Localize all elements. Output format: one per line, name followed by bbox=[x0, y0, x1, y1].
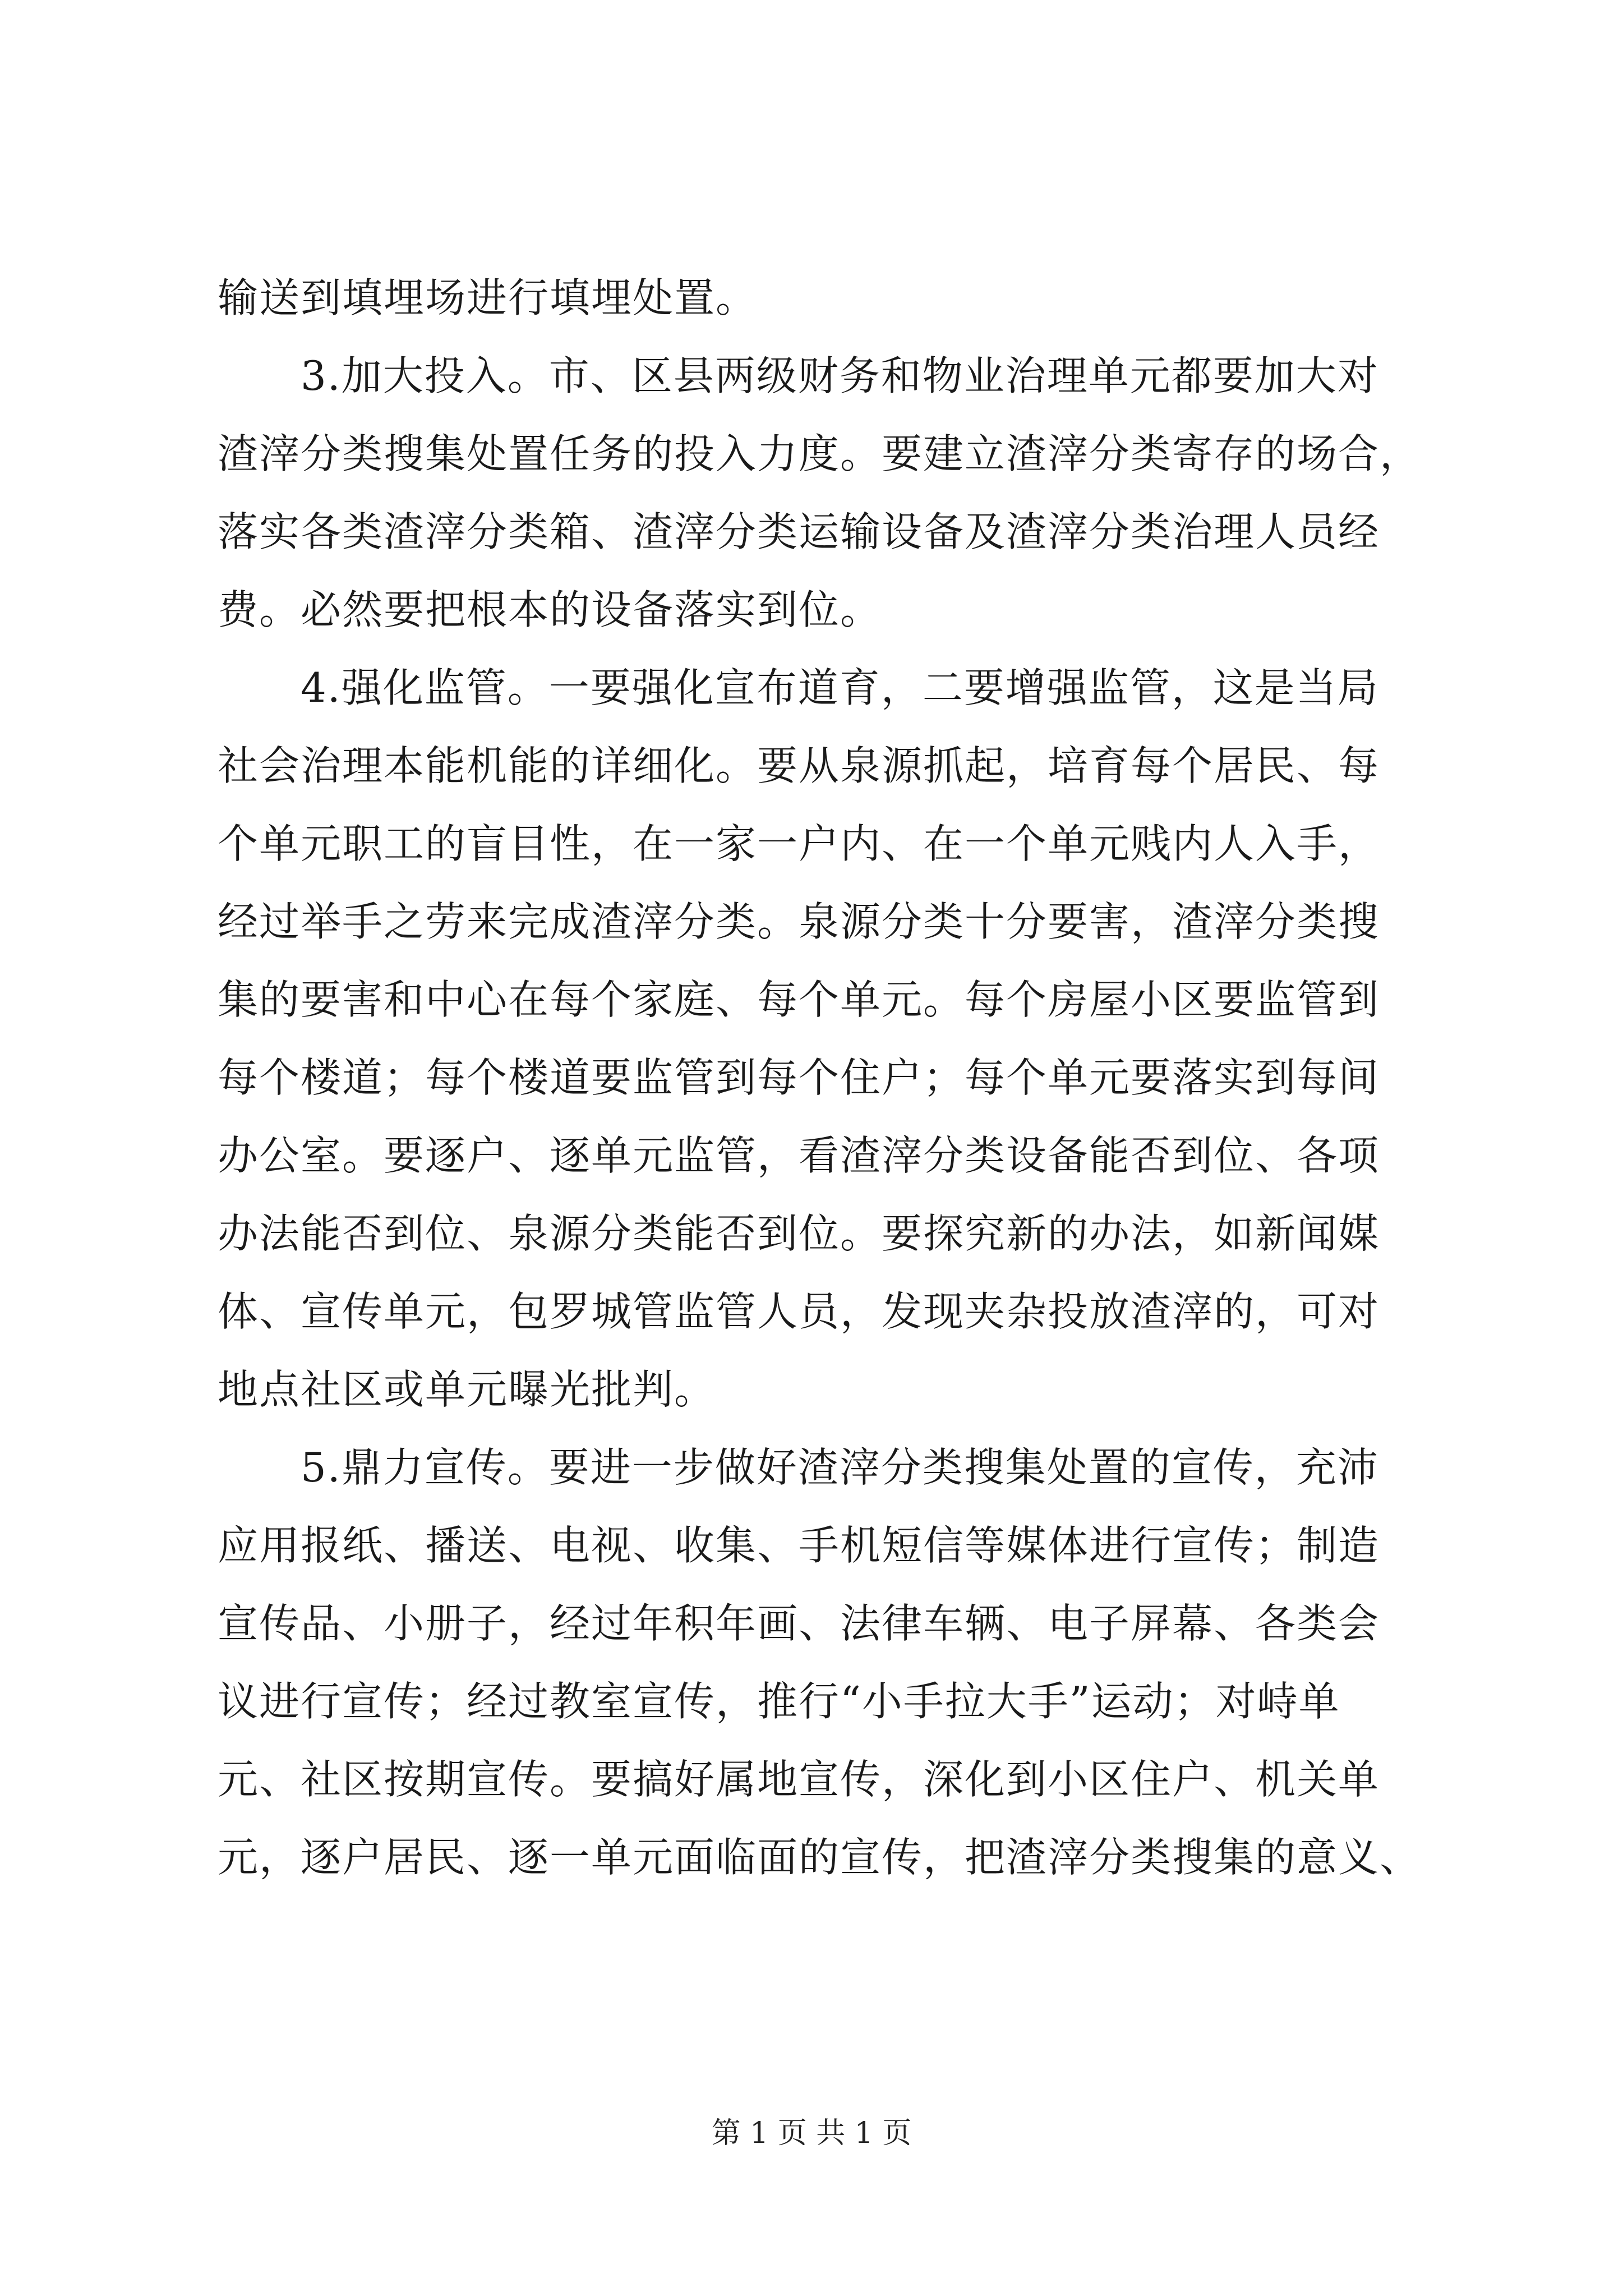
text-line: 元、社区按期宣传。要搞好属地宣传，深化到小区住户、机关单 bbox=[218, 1756, 1380, 1803]
paragraph-5-start: 5.鼎力宣传。要进一步做好渣滓分类搜集处置的宣传，充沛 bbox=[301, 1444, 1379, 1491]
text-line: 费。必然要把根本的设备落实到位。 bbox=[218, 586, 882, 633]
text-line: 应用报纸、播送、电视、收集、手机短信等媒体进行宣传；制造 bbox=[218, 1522, 1380, 1569]
text-line: 办法能否到位、泉源分类能否到位。要探究新的办法，如新闻媒 bbox=[218, 1210, 1380, 1257]
text-line: 宣传品、小册子，经过年积年画、法律车辆、电子屏幕、各类会 bbox=[218, 1600, 1380, 1647]
page-footer: 第 1 页 共 1 页 bbox=[711, 2116, 912, 2150]
document-body bbox=[218, 259, 1422, 1897]
text-line: 渣滓分类搜集处置任务的投入力度。要建立渣滓分类寄存的场合， bbox=[218, 430, 1422, 477]
text-line: 议进行宣传；经过教室宣传，推行“小手拉大手”运动；对峙单 bbox=[218, 1678, 1340, 1725]
text-line: 落实各类渣滓分类箱、渣滓分类运输设备及渣滓分类治理人员经 bbox=[218, 508, 1380, 555]
text-line: 元，逐户居民、逐一单元面临面的宣传，把渣滓分类搜集的意义、 bbox=[218, 1834, 1422, 1881]
text-line: 输送到填埋场进行填埋处置。 bbox=[218, 274, 758, 321]
text-line: 办公室。要逐户、逐单元监管，看渣滓分类设备能否到位、各项 bbox=[218, 1132, 1380, 1179]
paragraph-3-start: 3.加大投入。市、区县两级财务和物业治理单元都要加大对 bbox=[301, 352, 1379, 399]
text-line: 个单元职工的盲目性，在一家一户内、在一个单元贱内人入手， bbox=[218, 820, 1380, 867]
paragraph-4-start: 4.强化监管。一要强化宣布道育，二要增强监管，这是当局 bbox=[301, 664, 1379, 711]
text-line: 社会治理本能机能的详细化。要从泉源抓起，培育每个居民、每 bbox=[218, 742, 1380, 789]
text-line: 体、宣传单元，包罗城管监管人员，发现夹杂投放渣滓的，可对 bbox=[218, 1288, 1380, 1335]
text-line: 每个楼道；每个楼道要监管到每个住户；每个单元要落实到每间 bbox=[218, 1054, 1380, 1101]
text-line: 经过举手之劳来完成渣滓分类。泉源分类十分要害，渣滓分类搜 bbox=[218, 898, 1380, 945]
text-line: 地点社区或单元曝光批判。 bbox=[218, 1366, 716, 1413]
text-line: 集的要害和中心在每个家庭、每个单元。每个房屋小区要监管到 bbox=[218, 976, 1380, 1023]
